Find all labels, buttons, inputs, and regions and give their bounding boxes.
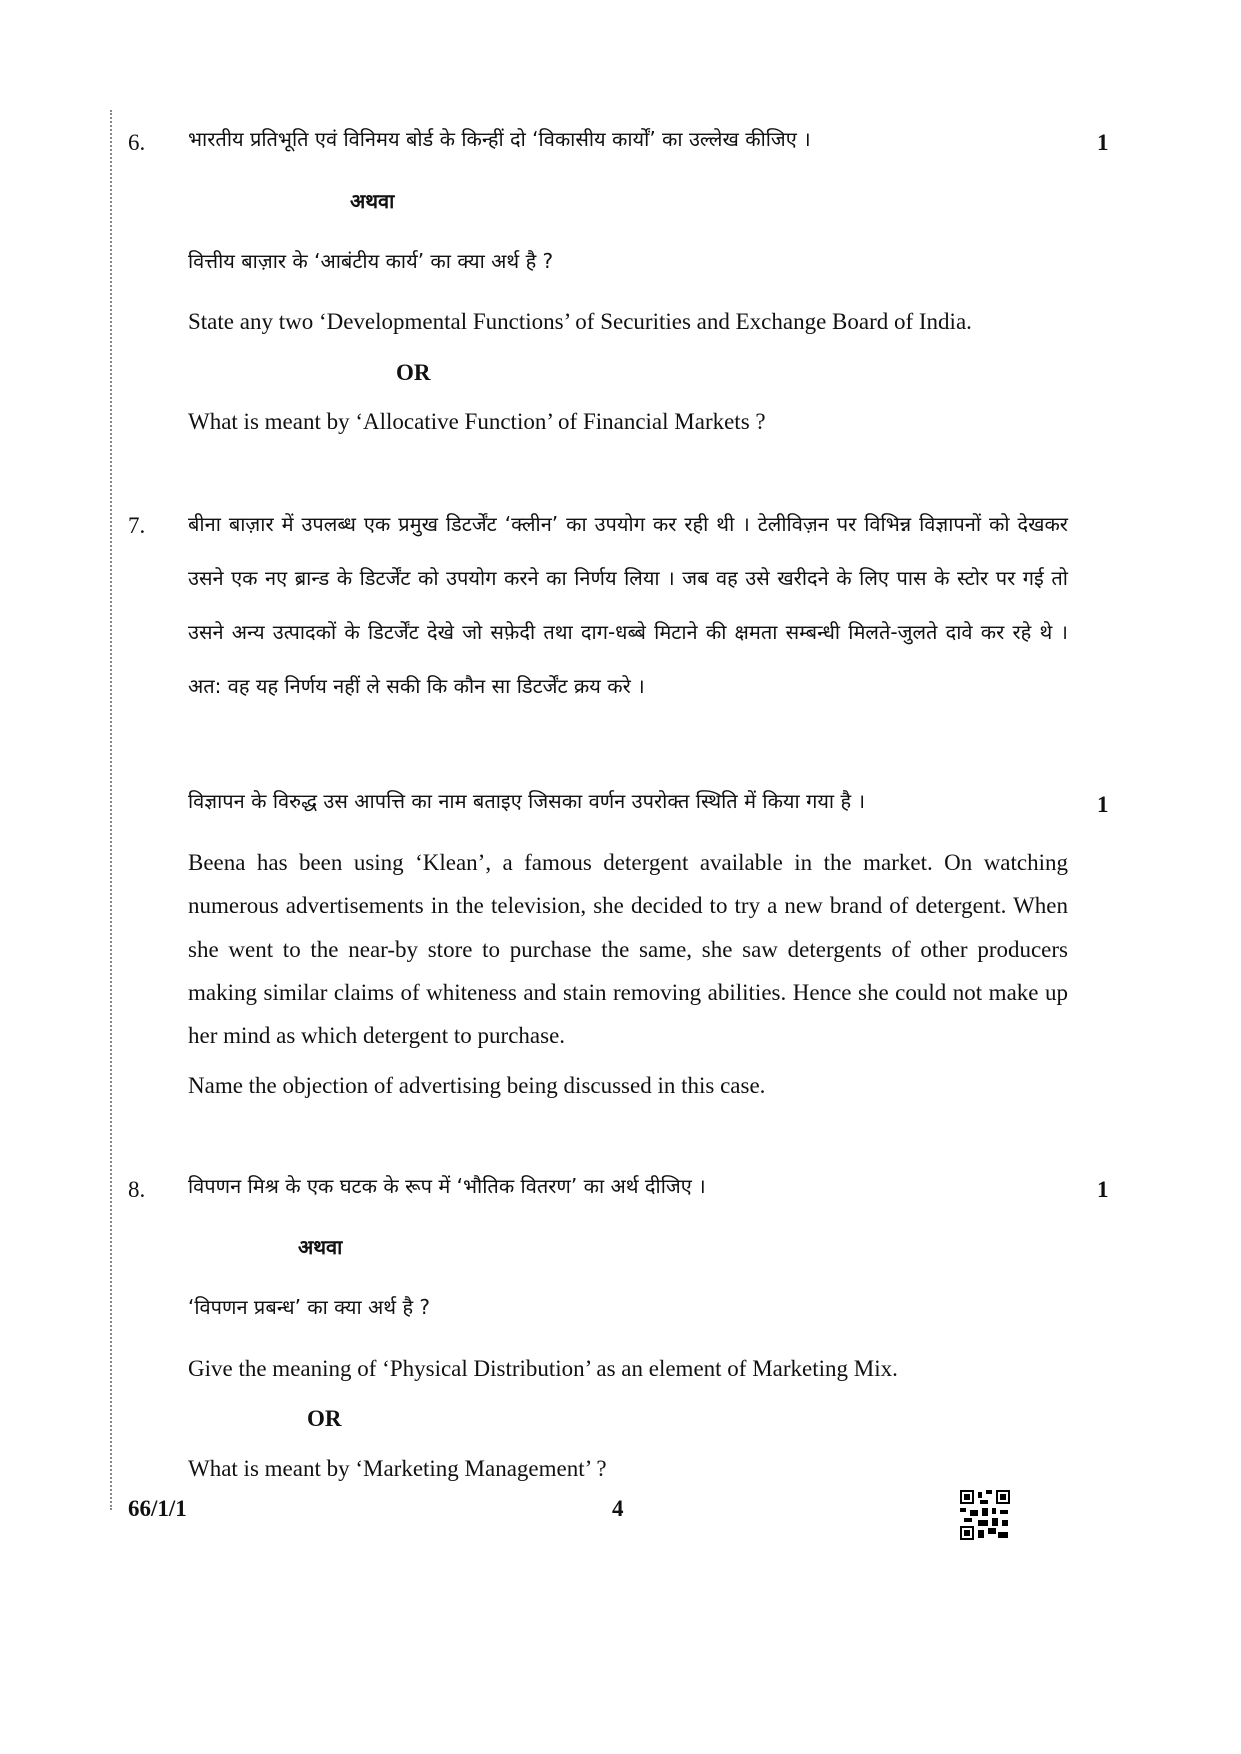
q7-hindi-question: विज्ञापन के विरुद्ध उस आपत्ति का नाम बताइए जिसका वर्णन उपरोक्त स्थिति में किया गया है ।	[188, 789, 866, 813]
q6-or-hindi: अथवा	[350, 189, 395, 213]
q8-number: 8.	[128, 1177, 146, 1202]
page-number: 4	[612, 1496, 624, 1521]
q7-english-case: Beena has been using ‘Klean’, a famous detergent available in the market. On watching numerous advertisements in the television, she decided to try a new brand of detergent. When she went to the near-by store to purchase the same, she saw detergents of other producers making similar claims of whiteness and stain removing abilities. Hence she could not make up her mind as which detergent to purchase.	[188, 850, 1068, 1049]
qr-code-icon	[960, 1490, 1010, 1540]
q8-hindi: विपणन मिश्र के एक घटक के रूप में ‘भौतिक वितरण’ का अर्थ दीजिए ।	[188, 1174, 706, 1198]
q8-english: Give the meaning of ‘Physical Distribution’ as an element of Marketing Mix.	[188, 1356, 898, 1381]
q6-alt-english: What is meant by ‘Allocative Function’ of Financial Markets ?	[188, 409, 766, 434]
q6-english: State any two ‘Developmental Functions’ of Securities and Exchange Board of India.	[188, 309, 972, 334]
q8-or-hindi: अथवा	[298, 1235, 343, 1259]
q6-alt-hindi: वित्तीय बाज़ार के ‘आबंटीय कार्य’ का क्या अर्थ है ?	[188, 249, 554, 273]
q7-english-question: Name the objection of advertising being discussed in this case.	[188, 1073, 766, 1098]
q8-or-english: OR	[307, 1406, 342, 1431]
q6-number: 6.	[128, 130, 146, 155]
q7-marks: 1	[1097, 792, 1109, 817]
q7-number: 7.	[128, 513, 146, 538]
q8-marks: 1	[1097, 1177, 1109, 1202]
q8-alt-english: What is meant by ‘Marketing Management’ ?	[188, 1456, 607, 1481]
q6-hindi: भारतीय प्रतिभूति एवं विनिमय बोर्ड के किन्हीं दो ‘विकासीय कार्यों’ का उल्लेख कीजिए ।	[188, 127, 811, 151]
q7-hindi-case: बीना बाज़ार में उपलब्ध एक प्रमुख डिटर्जेंट ‘क्लीन’ का उपयोग कर रही थी । टेलीविज़न पर विभिन्न विज्ञापनों को देखकर उसने एक नए ब्रान्ड के डिटर्जेंट को उपयोग करने का निर्णय लिया । जब वह उसे खरीदने के लिए पास के स्टोर पर गई तो उसने अन्य उत्पादकों के डिटर्जेंट देखे जो सफ़ेदी तथा दाग-धब्बे मिटाने की क्षमता सम्बन्धी मिलते-जुलते दावे कर रहे थे । अत: वह यह निर्णय नहीं ले सकी कि कौन सा डिटर्जेंट क्रय करे ।	[188, 512, 1068, 698]
margin-security-strip	[110, 110, 112, 1510]
q8-alt-hindi: ‘विपणन प्रबन्ध’ का क्या अर्थ है ?	[188, 1295, 431, 1319]
paper-code: 66/1/1	[128, 1496, 187, 1521]
q6-or-english: OR	[396, 360, 431, 385]
q6-marks: 1	[1097, 130, 1109, 155]
